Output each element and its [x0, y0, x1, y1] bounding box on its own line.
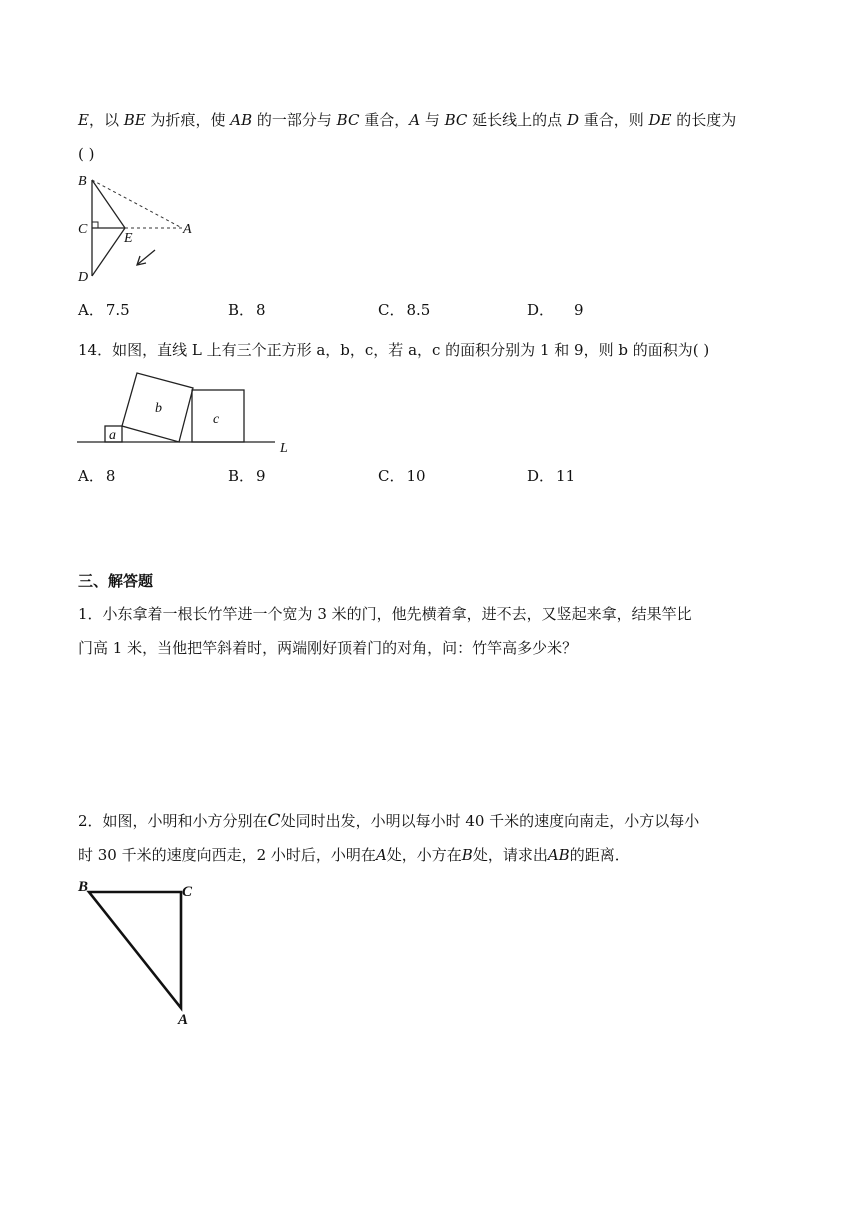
p2-text-part: 的距离． [569, 846, 630, 864]
line-be [92, 180, 125, 228]
q13-stem-part: D [566, 111, 579, 129]
q13-option-d[interactable] [527, 300, 584, 320]
q13-stem-part: BE [123, 111, 146, 129]
section-title: 三、解答题 [78, 572, 154, 590]
p2-line1 [78, 811, 699, 831]
q13-stem-part: BC [444, 111, 468, 129]
q13-stem-part: E [78, 111, 89, 129]
q13-fold-figure [70, 170, 210, 285]
label-b: B [78, 174, 87, 189]
label-c: c [213, 412, 220, 427]
option-letter: B． [228, 301, 255, 319]
q13-stem-part: A [409, 111, 421, 129]
option-value: 9 [256, 467, 266, 485]
q13-stem-part: 的一部分与 [252, 111, 337, 129]
q14-option-a[interactable] [78, 466, 115, 486]
q13-stem-part: 与 [420, 111, 445, 129]
p2-text-part: C [267, 811, 281, 831]
label-b: b [155, 401, 162, 416]
line-ba-dashed [92, 180, 182, 228]
q14-squares-figure [75, 365, 300, 460]
q13-answer-paren: ( ) [78, 145, 95, 163]
q13-option-a[interactable] [78, 300, 130, 320]
option-value: 11 [556, 467, 576, 485]
option-value: 9 [574, 301, 584, 319]
p2-triangle-figure [72, 872, 212, 1032]
option-value: 10 [406, 467, 426, 485]
p1-line2: 门高 1 米，当他把竿斜着时，两端刚好顶着门的对角，问：竹竿高多少米？ [78, 639, 578, 657]
option-letter: D． [527, 467, 555, 485]
p2-line2 [78, 845, 630, 865]
q14-options [78, 466, 778, 486]
label-a: a [109, 428, 116, 443]
option-value: 7.5 [105, 301, 130, 319]
label-a: A [183, 222, 192, 237]
q13-stem-part: DE [648, 111, 672, 129]
p2-text-part: A [375, 846, 387, 864]
p2-text-part: AB [547, 846, 570, 864]
q13-options [78, 300, 778, 320]
option-letter: A． [78, 467, 104, 485]
line-de [92, 228, 125, 276]
option-letter: D． [527, 301, 555, 319]
label-c: C [78, 222, 88, 237]
q13-stem-part: 延长线上的点 [467, 111, 567, 129]
p2-text-part: 时 30 千米的速度向西走，2 小时后，小明在 [78, 846, 376, 864]
q13-option-b[interactable] [228, 300, 266, 320]
option-value: 8.5 [406, 301, 431, 319]
triangle-bca [89, 892, 181, 1008]
q13-stem-part: ，以 [88, 111, 124, 129]
label-d: D [78, 270, 89, 285]
q13-option-c[interactable] [378, 300, 430, 320]
p2-text-part: 处，小方在 [386, 846, 462, 864]
right-angle-mark [92, 222, 98, 228]
label-b: B [78, 879, 89, 895]
p1-line1: 1．小东拿着一根长竹竿进一个宽为 3 米的门，他先横着拿，进不去，又竖起来拿，结果竿比 [78, 605, 692, 623]
q13-stem-part: AB [230, 111, 253, 129]
q14-option-b[interactable] [228, 466, 266, 486]
q14-option-c[interactable] [378, 466, 426, 486]
q13-stem-part: 的长度为 [671, 111, 737, 129]
option-value: 8 [256, 301, 266, 319]
option-letter: A． [78, 301, 104, 319]
q13-stem-part: 为折痕，使 [145, 111, 231, 129]
q13-stem-line1 [78, 110, 736, 130]
option-value: 8 [105, 467, 116, 485]
option-letter: B． [228, 467, 255, 485]
label-c: C [182, 884, 193, 900]
label-e: E [124, 231, 133, 246]
q13-stem-part: BC [336, 111, 360, 129]
fold-arrow-icon [137, 250, 155, 265]
option-letter: C． [378, 467, 405, 485]
q14-stem: 14．如图，直线 L 上有三个正方形 a，b，c，若 a，c 的面积分别为 1 和 9，则 b 的面积为( ) [78, 341, 710, 359]
label-a: A [178, 1012, 189, 1028]
q13-stem-part: 重合，则 [578, 111, 649, 129]
p2-text-part: 处，请求出 [472, 846, 548, 864]
p2-text-part: B [461, 846, 473, 864]
label-l: L [280, 441, 288, 456]
option-letter: C． [378, 301, 405, 319]
q14-option-d[interactable] [527, 466, 575, 486]
p2-text-part: 处同时出发，小明以每小时 40 千米的速度向南走，小方以每小 [280, 812, 700, 830]
p2-text-part: 2．如图，小明和小方分别在 [78, 812, 268, 830]
q13-stem-part: 重合， [359, 111, 410, 129]
